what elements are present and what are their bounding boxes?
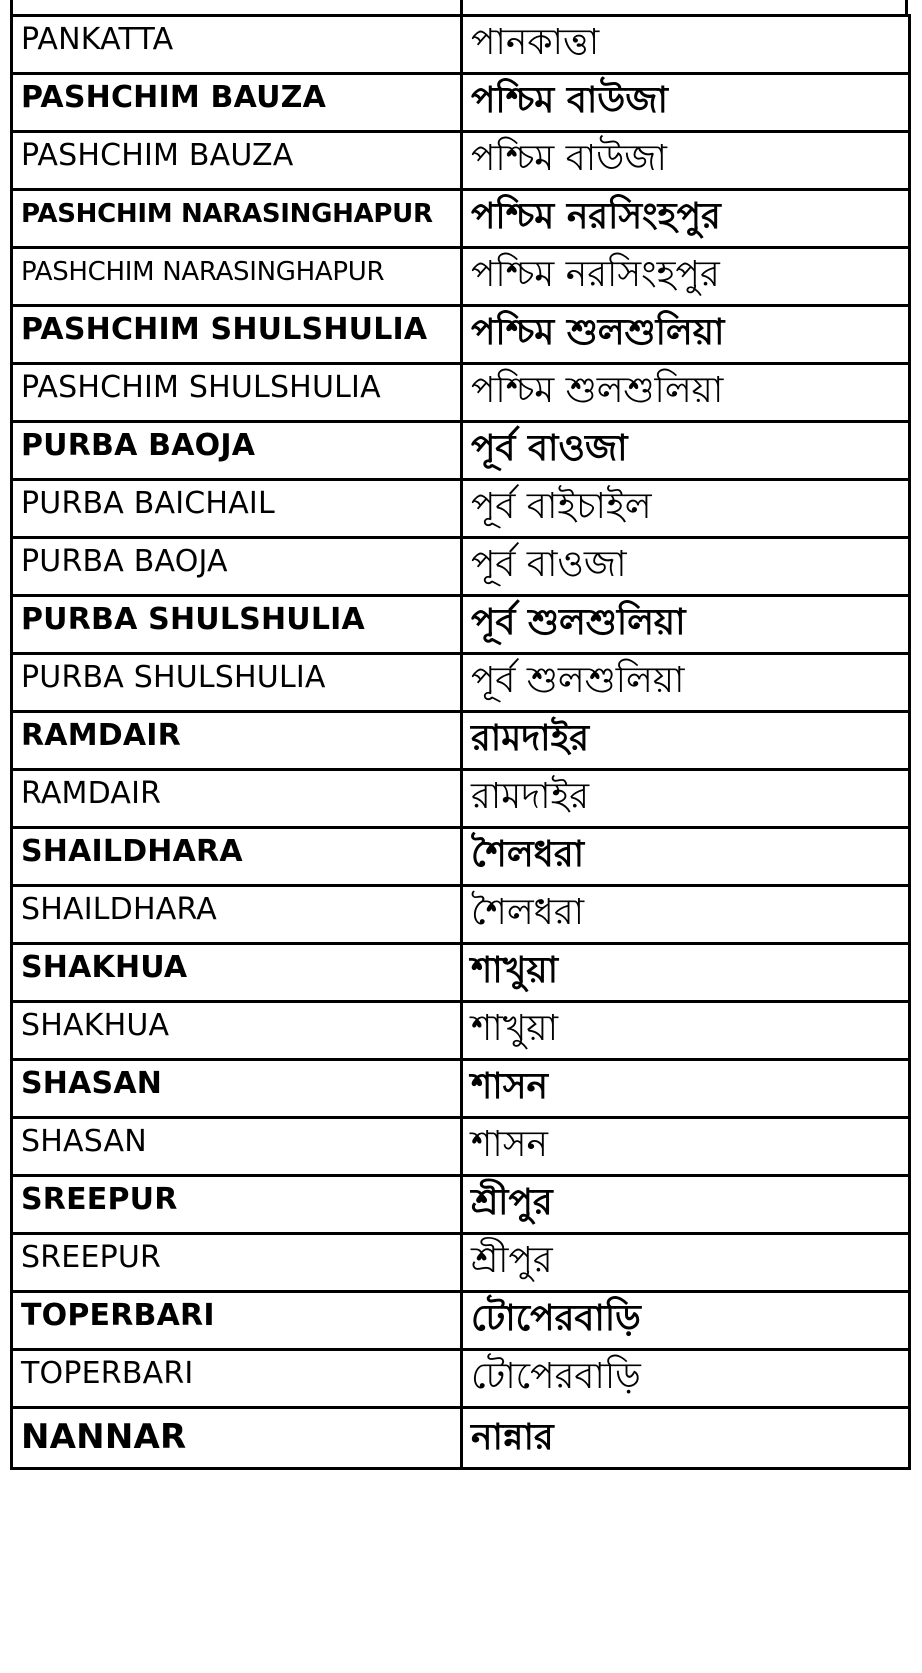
bengali-name-cell: পশ্চিম নরসিংহপুর	[462, 190, 910, 248]
bengali-name-cell: শৈলধরা	[462, 828, 910, 886]
table-row	[12, 1350, 910, 1408]
table-row	[12, 248, 910, 306]
bengali-name-cell: পশ্চিম শুলশুলিয়া	[462, 364, 910, 422]
table-row	[12, 1234, 910, 1292]
table-row	[12, 944, 910, 1002]
bengali-name-cell: টোপেরবাড়ি	[462, 1350, 910, 1408]
table-row	[12, 886, 910, 944]
english-name-cell: SHAILDHARA	[12, 886, 462, 944]
english-name-cell: PURBA BAICHAIL	[12, 480, 462, 538]
english-name-cell: SREEPUR	[12, 1234, 462, 1292]
table-row	[12, 1176, 910, 1234]
table-row	[12, 422, 910, 480]
english-name-cell: PANKATTA	[12, 16, 462, 74]
english-name-cell: SHASAN	[12, 1118, 462, 1176]
bengali-name-cell: শাসন	[462, 1060, 910, 1118]
table-row	[12, 1060, 910, 1118]
table-row	[12, 654, 910, 712]
bengali-name-cell: পূর্ব বাইচাইল	[462, 480, 910, 538]
english-name-cell: PASHCHIM SHULSHULIA	[12, 364, 462, 422]
table-row	[12, 1002, 910, 1060]
table-row	[12, 190, 910, 248]
english-name-cell: PASHCHIM BAUZA	[12, 74, 462, 132]
bengali-name-cell: রামদাইর	[462, 712, 910, 770]
bengali-name-cell: শৈলধরা	[462, 886, 910, 944]
bengali-name-cell: পশ্চিম বাউজা	[462, 132, 910, 190]
place-names-table	[10, 14, 911, 1470]
bengali-name-cell: শাসন	[462, 1118, 910, 1176]
bengali-name-cell: পানকাত্তা	[462, 16, 910, 74]
bengali-name-cell: রামদাইর	[462, 770, 910, 828]
bengali-name-cell: পূর্ব শুলশুলিয়া	[462, 596, 910, 654]
bengali-name-cell: পূর্ব শুলশুলিয়া	[462, 654, 910, 712]
table-row	[12, 132, 910, 190]
bengali-name-cell: শাখুয়া	[462, 1002, 910, 1060]
table-row	[12, 306, 910, 364]
bengali-name-cell: পশ্চিম শুলশুলিয়া	[462, 306, 910, 364]
bengali-name-cell: পশ্চিম বাউজা	[462, 74, 910, 132]
english-name-cell: PASHCHIM NARASINGHAPUR	[12, 190, 462, 248]
english-name-cell: NANNAR	[12, 1408, 462, 1469]
english-name-cell: PASHCHIM NARASINGHAPUR	[12, 248, 462, 306]
table-row	[12, 74, 910, 132]
english-name-cell: PURBA SHULSHULIA	[12, 654, 462, 712]
bengali-name-cell: পূর্ব বাওজা	[462, 422, 910, 480]
english-name-cell: RAMDAIR	[12, 712, 462, 770]
bengali-name-cell: শ্রীপুর	[462, 1176, 910, 1234]
english-name-cell: SHAKHUA	[12, 1002, 462, 1060]
table-row	[12, 712, 910, 770]
table-row	[12, 538, 910, 596]
bengali-name-cell: শাখুয়া	[462, 944, 910, 1002]
bengali-name-cell: পূর্ব বাওজা	[462, 538, 910, 596]
english-name-cell: PASHCHIM SHULSHULIA	[12, 306, 462, 364]
english-name-cell: PURBA BAOJA	[12, 422, 462, 480]
bengali-name-cell: পশ্চিম নরসিংহপুর	[462, 248, 910, 306]
english-name-cell: PASHCHIM BAUZA	[12, 132, 462, 190]
english-name-cell: SHASAN	[12, 1060, 462, 1118]
table-row	[12, 1292, 910, 1350]
table-row	[12, 480, 910, 538]
table-row	[12, 16, 910, 74]
table-row	[12, 828, 910, 886]
english-name-cell: SREEPUR	[12, 1176, 462, 1234]
english-name-cell: TOPERBARI	[12, 1350, 462, 1408]
table-row	[12, 770, 910, 828]
bengali-name-cell: শ্রীপুর	[462, 1234, 910, 1292]
table-row	[12, 596, 910, 654]
bengali-name-cell: টোপেরবাড়ি	[462, 1292, 910, 1350]
english-name-cell: RAMDAIR	[12, 770, 462, 828]
english-name-cell: TOPERBARI	[12, 1292, 462, 1350]
table-body	[12, 16, 910, 1469]
english-name-cell: PURBA BAOJA	[12, 538, 462, 596]
table-row	[12, 1118, 910, 1176]
english-name-cell: SHAKHUA	[12, 944, 462, 1002]
table-row	[12, 1408, 910, 1469]
english-name-cell: PURBA SHULSHULIA	[12, 596, 462, 654]
bengali-name-cell: নান্নার	[462, 1408, 910, 1469]
table-row	[12, 364, 910, 422]
english-name-cell: SHAILDHARA	[12, 828, 462, 886]
